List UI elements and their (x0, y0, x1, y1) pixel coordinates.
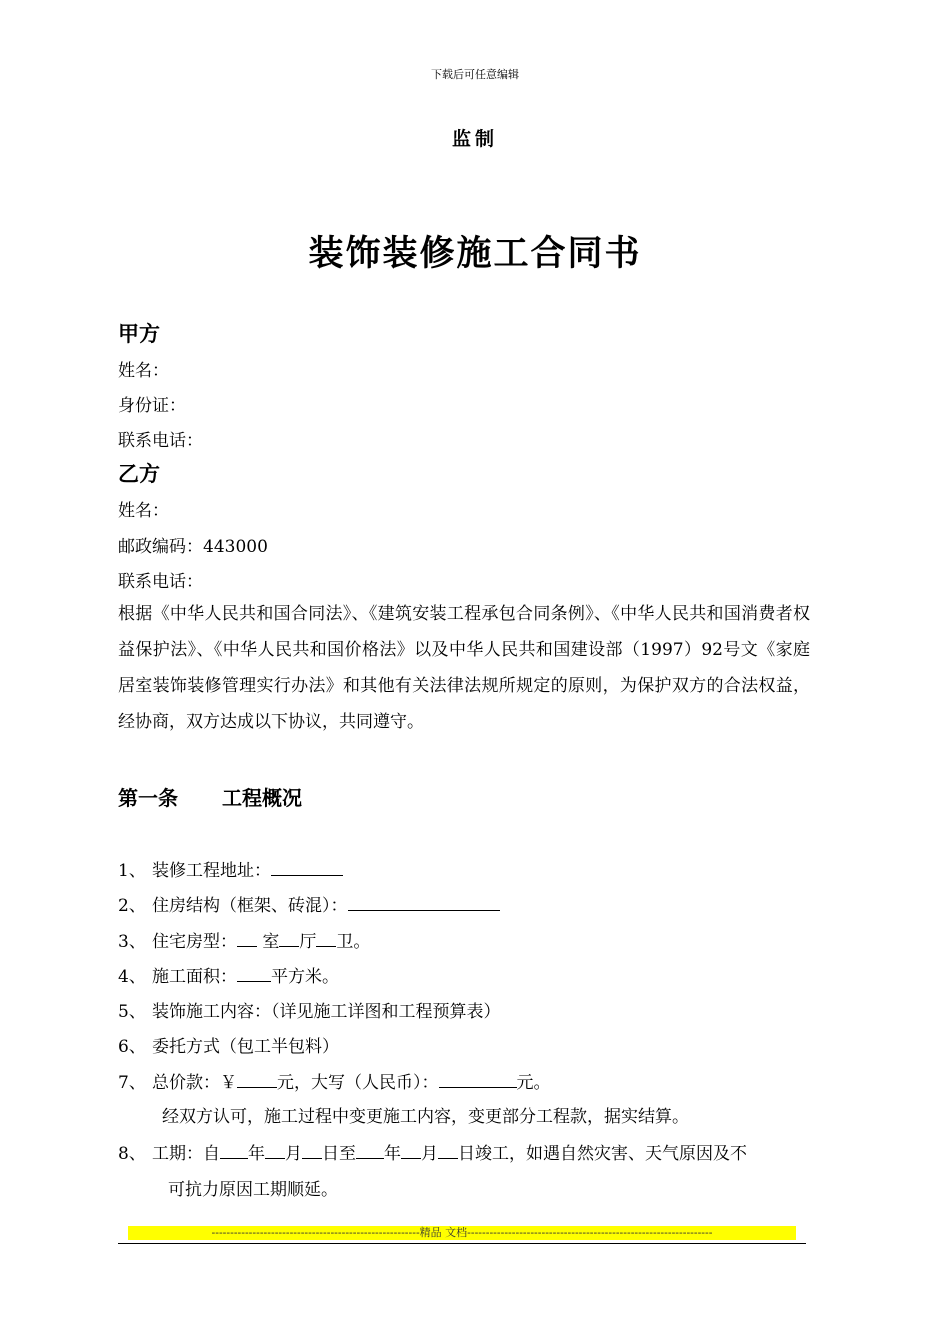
end-year-blank[interactable] (356, 1142, 384, 1159)
party-a-name-label: 姓名： (118, 361, 169, 381)
duration-continuation: 可抗力原因工期顺延。 (168, 1180, 338, 1200)
list-item: 5、 装饰施工内容：（详见施工详图和工程预算表） (118, 997, 501, 1022)
price-blank[interactable] (237, 1071, 277, 1088)
item-number: 7、 (118, 1073, 146, 1093)
start-day-blank[interactable] (302, 1142, 322, 1159)
footer-divider (118, 1243, 806, 1244)
section-heading (118, 782, 302, 811)
footer-banner: --------------------------------------------------------精品 文档------------------------------------------------------------------ (128, 1226, 796, 1240)
party-a-heading: 甲方 (118, 322, 160, 346)
party-b-name-label: 姓名： (118, 501, 169, 521)
party-b-postcode: 邮政编码：443000 (118, 537, 268, 557)
price-words-blank[interactable] (439, 1071, 517, 1088)
list-item: 8、 工期：自 年 月 日至 年 月 日竣工，如遇自然灾害、天气原因及不 (118, 1139, 747, 1164)
section-number: 第一条 (118, 786, 178, 810)
document-title: 装饰装修施工合同书 (308, 233, 642, 274)
start-year-blank[interactable] (220, 1142, 248, 1159)
end-month-blank[interactable] (401, 1142, 421, 1159)
list-item: 6、 委托方式（包工半包料） (118, 1032, 339, 1057)
header-note: 下载后可任意编辑 (431, 68, 519, 81)
list-item: 4、 施工面积： 平方米。 (118, 962, 339, 987)
section-title: 工程概况 (222, 786, 302, 810)
item-number: 8、 (118, 1144, 146, 1164)
end-day-blank[interactable] (438, 1142, 458, 1159)
area-blank[interactable] (237, 965, 271, 982)
party-b-phone-label: 联系电话： (118, 572, 203, 592)
list-item: 1、 装修工程地址： (118, 856, 343, 881)
item-number: 4、 (118, 967, 146, 987)
rooms-blank[interactable] (237, 930, 257, 947)
party-b-heading: 乙方 (118, 462, 160, 486)
item-number: 1、 (118, 861, 146, 881)
price-note: 经双方认可，施工过程中变更施工内容，变更部分工程款，据实结算。 (162, 1107, 689, 1127)
item-number: 6、 (118, 1037, 146, 1057)
item-number: 5、 (118, 1002, 146, 1022)
start-month-blank[interactable] (265, 1142, 285, 1159)
list-item: 7、 总价款：￥ 元，大写（人民币）： 元。 (118, 1068, 551, 1093)
party-a-phone-label: 联系电话： (118, 431, 203, 451)
baths-blank[interactable] (316, 930, 336, 947)
address-blank[interactable] (271, 859, 343, 876)
preamble-paragraph: 根据《中华人民共和国合同法》、《建筑安装工程承包合同条例》、《中华人民共和国消费者权益保护法》、《中华人民共和国价格法》以及中华人民共和国建设部（1997）92号文《家庭居室装饰装修管理实行办法》和其他有关法律法规所规定的原则，为保护双方的合法权益，经协商，双方达成以下协议，共同遵守。 (118, 604, 810, 732)
structure-blank[interactable] (348, 894, 500, 911)
list-item: 2、 住房结构（框架、砖混）： (118, 891, 500, 916)
item-number: 3、 (118, 932, 146, 952)
item-number: 2、 (118, 896, 146, 916)
party-a-id-label: 身份证： (118, 396, 186, 416)
halls-blank[interactable] (279, 930, 299, 947)
list-item: 3、 住宅房型： 室 厅 卫。 (118, 927, 370, 952)
supervise-label: 监制 (451, 128, 498, 150)
